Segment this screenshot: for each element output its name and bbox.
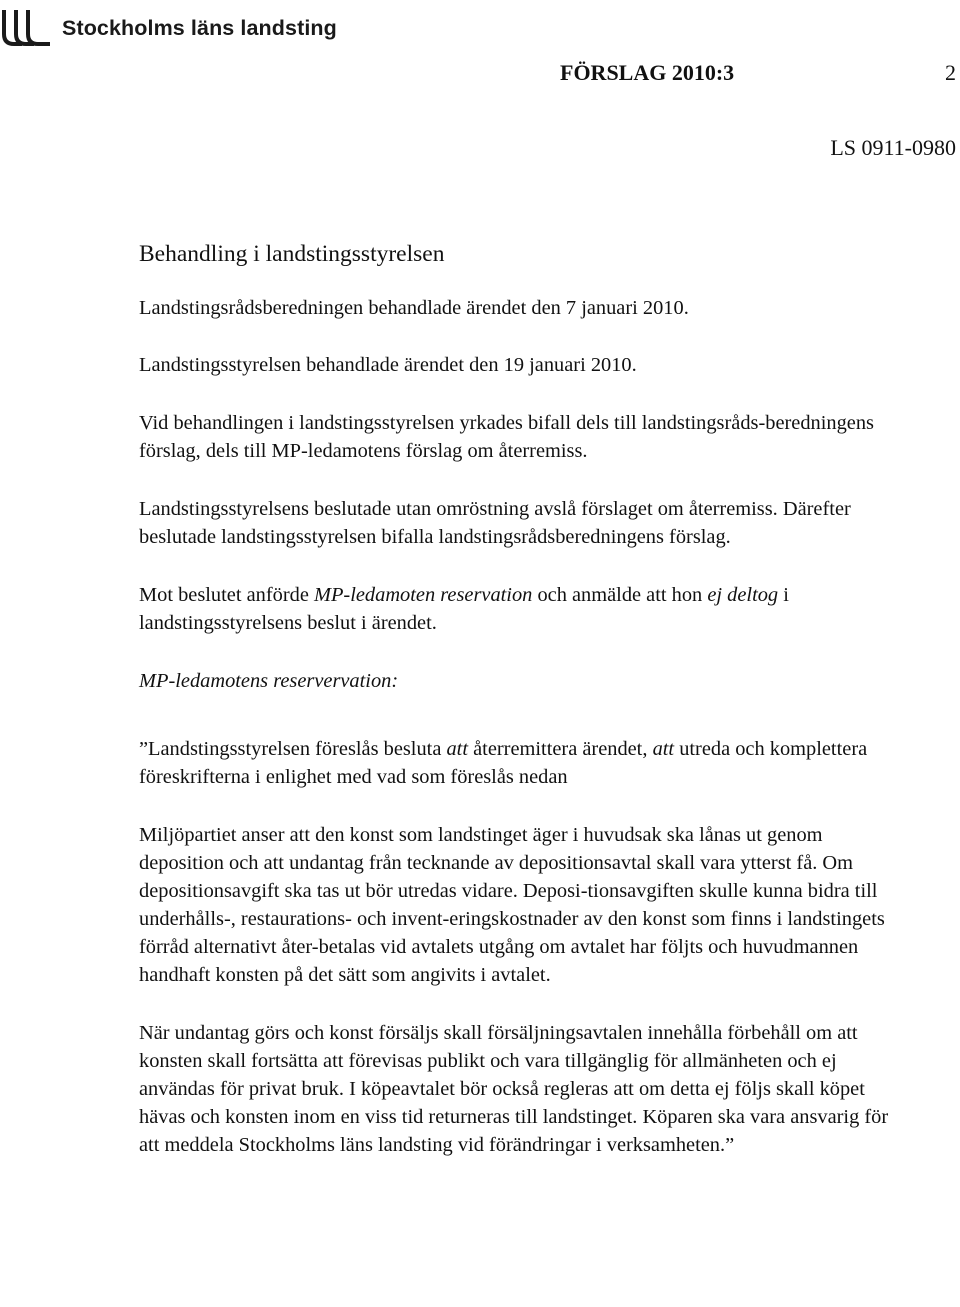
text-run: och anmälde att hon bbox=[532, 584, 708, 606]
page-number: 2 bbox=[945, 60, 956, 85]
document-header bbox=[560, 60, 956, 100]
italic-text: att bbox=[446, 738, 469, 760]
organization-name: Stockholms läns landsting bbox=[62, 15, 337, 40]
paragraph-decision: Landstingsstyrelsens beslutade utan omröstning avslå förslaget om återremiss. Därefter beslutade landstingsstyrelsen bifalla landstingsrådsberedningens förslag. bbox=[139, 498, 851, 548]
paragraph-deposition: Miljöpartiet anser att den konst som landstinget äger i huvudsak ska lånas ut genom deposition och att undantag från tecknande av depositionsavtal skall vara ytterst få. Om depositionsavgift ska tas ut bör utredas vidare. Deposi-tionsavgiften skulle kunna bidra till underhålls-, restaurations- och invent-eringskostnader av den konst som finns i landstingets förråd alternativt åter-betalas vid avtalets utgång om avtalet har följts och huvudmannen handhaft konsten på det sätt som angivits i avtalet. bbox=[139, 824, 885, 986]
italic-text: MP-ledamoten reservation bbox=[313, 584, 533, 606]
paragraph-proposals: Vid behandlingen i landstingsstyrelsen yrkades bifall dels till landstingsråds-beredningens förslag, dels till MP-ledamotens förslag om återremiss. bbox=[139, 412, 874, 462]
paragraph-beredning-date: Landstingsrådsberedningen behandlade ärendet den 7 januari 2010. bbox=[139, 297, 689, 319]
sll-logo-icon bbox=[0, 8, 54, 48]
reference-number: LS 0911-0980 bbox=[830, 135, 956, 160]
paragraph-styrelse-date: Landstingsstyrelsen behandlade ärendet den 19 januari 2010. bbox=[139, 354, 637, 376]
text-run: ”Landstingsstyrelsen föreslås besluta bbox=[139, 738, 447, 760]
italic-text: MP-ledamotens reservervation: bbox=[139, 670, 399, 692]
organization-logo bbox=[0, 8, 337, 48]
reservation-heading bbox=[139, 667, 899, 695]
text-run: återremittera ärendet, bbox=[468, 738, 653, 760]
text-run: Mot beslutet anförde bbox=[139, 584, 314, 606]
paragraph-sales-conditions: När undantag görs och konst försäljs skall försäljningsavtalen innehålla förbehåll om att konsten skall fortsätta att förevisas publikt och vara tillgänglig för allmänheten och ej användas för privat bruk. I köpeavtalet bör också regleras att om detta ej följs skall köpet hävas och konsten inom en viss tid returneras till landstinget. Köparen ska vara ansvarig för att meddela Stockholms läns landsting vid förändringar i verksamheten.” bbox=[139, 1022, 889, 1156]
paragraph-reservation-notice bbox=[139, 581, 899, 637]
italic-text: ej deltog bbox=[707, 584, 779, 606]
document-body bbox=[139, 238, 899, 1188]
paragraph-reservation-motion bbox=[139, 735, 899, 791]
text-run: i landstingsstyrelsens beslut i ärendet. bbox=[139, 584, 789, 634]
text-run: utreda och komplettera föreskrifterna i enlighet med vad som föreslås nedan bbox=[139, 738, 868, 788]
section-title: Behandling i landstingsstyrelsen bbox=[139, 241, 445, 267]
italic-text: att bbox=[652, 738, 675, 760]
document-type: FÖRSLAG 2010:3 bbox=[560, 60, 735, 85]
